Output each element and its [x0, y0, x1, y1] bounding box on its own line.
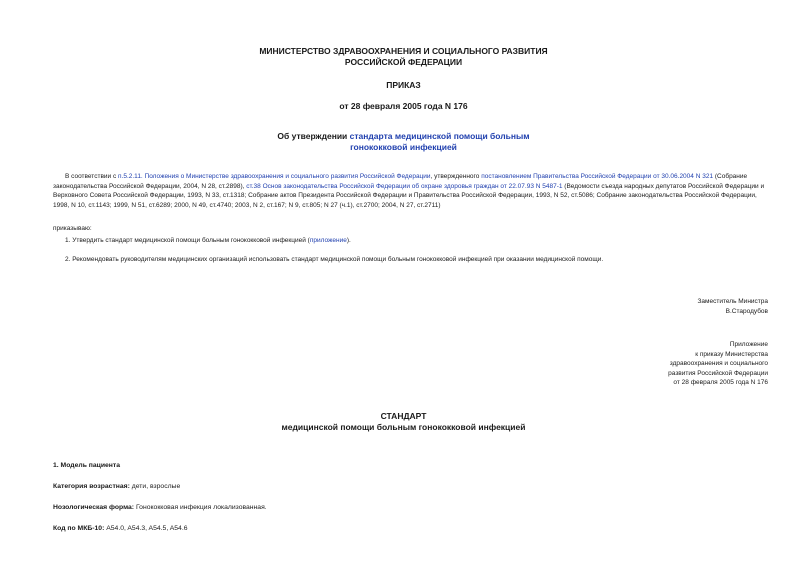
mkb-value: A54.0, A54.3, A54.5, A54.6: [104, 525, 188, 532]
doc-date-number: от 28 февраля 2005 года N 176: [339, 101, 468, 111]
preamble-text: (Ведомости съезда народных депутатов Российской Федерации и Верховного Совета Российской Федерации, 1993, N 33, ст.1318; Собрание актов Президента Российской Федерации и Правительства Российской Федерации, 1993, N 52, ст.5086; Собрание законодательства Российской Федерации, 1998, N 10, ст.1143; 1999, N 51, ст.6289; 2000, N 49, ст.4740; 2003, N 2, ст.167; N 9, ст.805; N 27 (ч.1), ст.2700; 2004, N 27, ст.2711): [53, 182, 765, 209]
standard-title: [0, 411, 807, 433]
appendix-line-4: развития Российской Федерации: [668, 369, 768, 377]
appendix-line-3: здравоохранения и социального: [669, 360, 768, 367]
preamble-text: (Собрание законодательства Российской Федерации, 2004, N 28, ст.2898),: [53, 173, 748, 190]
preamble-paragraph: [53, 172, 771, 210]
noso-label: Нозологическая форма:: [53, 504, 135, 511]
appendix-block: [668, 340, 768, 388]
subject-link-line-2[interactable]: гонококковой инфекцией: [350, 142, 457, 152]
age-category: [53, 482, 180, 491]
appendix-line-5: от 28 февраля 2005 года N 176: [673, 379, 768, 386]
section-patient-model: 1. Модель пациента: [53, 462, 120, 469]
order-item-1: [53, 236, 771, 246]
appendix-line-1: Приложение: [729, 341, 768, 348]
subject-prefix: Об утверждении: [277, 131, 350, 141]
link-health-law[interactable]: ст.38 Основ законодательства Российской Федерации об охране здоровья граждан от 22.07.93 N 5487-1: [246, 182, 563, 190]
signature-block: [698, 297, 769, 316]
signature-name: В.Стародубов: [725, 307, 768, 315]
icd-code: [53, 524, 188, 533]
signature-position: Заместитель Министра: [697, 298, 768, 305]
subject-link-line-1[interactable]: стандарта медицинской помощи больным: [349, 131, 530, 141]
doc-subject: [0, 131, 807, 153]
age-label: Категория возрастная:: [53, 483, 130, 490]
order-item-2: 2. Рекомендовать руководителям медицинских организаций использовать стандарт медицинской помощи больным гонококковой инфекцией при оказании медицинской помощи.: [65, 256, 604, 263]
standard-heading: СТАНДАРТ: [380, 411, 427, 421]
preamble-text: , утвержденного: [430, 173, 482, 180]
order-item-1-end: ).: [346, 237, 351, 244]
ministry-line-2: РОССИЙСКОЙ ФЕДЕРАЦИИ: [344, 57, 463, 67]
mkb-label: Код по МКБ-10:: [53, 525, 105, 532]
ministry-line-1: МИНИСТЕРСТВО ЗДРАВООХРАНЕНИЯ И СОЦИАЛЬНОГО РАЗВИТИЯ: [259, 46, 548, 56]
appendix-line-2: к приказу Министерства: [695, 350, 768, 358]
doc-type: ПРИКАЗ: [386, 80, 421, 90]
order-item-1-text: 1. Утвердить стандарт медицинской помощи больным гонококковой инфекцией (: [65, 237, 310, 244]
link-government-decree[interactable]: постановлением Правительства Российской Федерации от 30.06.2004 N 321: [481, 173, 714, 180]
nosological-form: [53, 503, 267, 512]
link-appendix[interactable]: приложение: [309, 237, 347, 244]
prikazyvayu: приказываю:: [53, 225, 92, 232]
noso-value: Гонококковая инфекция локализованная.: [134, 504, 267, 511]
preamble-text: В соответствии с: [65, 173, 119, 180]
standard-subtitle: медицинской помощи больным гонококковой инфекцией: [281, 422, 526, 432]
link-regulation[interactable]: п.5.2.11. Положения о Министерстве здравоохранения и социального развития Российской Федерации: [118, 173, 431, 180]
ministry-title: [0, 46, 807, 68]
age-value: дети, взрослые: [129, 483, 181, 490]
